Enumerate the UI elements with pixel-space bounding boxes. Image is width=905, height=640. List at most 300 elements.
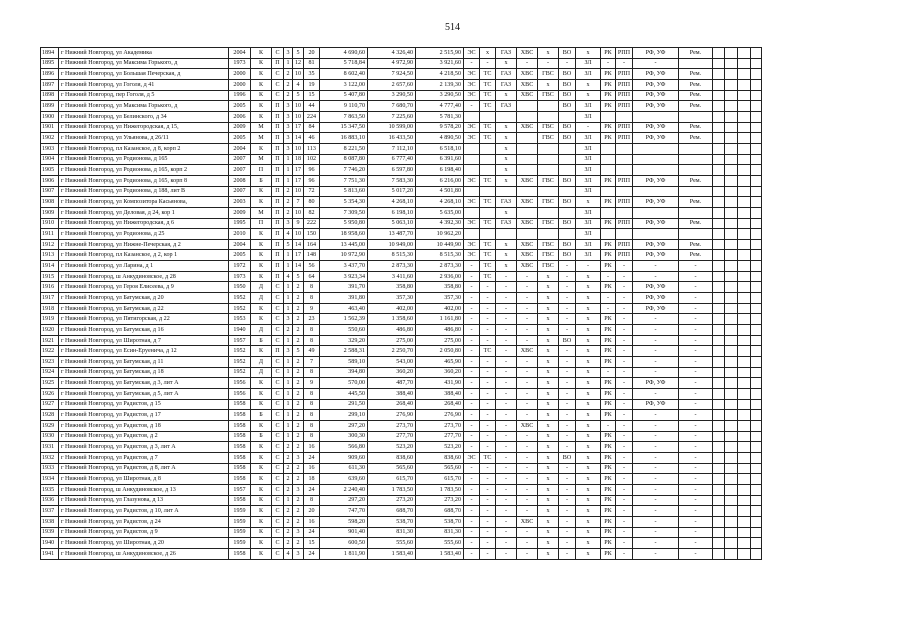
table-cell: - — [616, 335, 633, 346]
table-cell: 1931 — [41, 442, 59, 453]
table-cell: г Нижний Новгород, ул Гоголя, д 41 — [59, 79, 229, 90]
table-cell — [738, 229, 751, 240]
table-cell: - — [559, 463, 576, 474]
table-row — [41, 229, 762, 240]
table-cell: - — [464, 335, 480, 346]
table-cell: 1923 — [41, 357, 59, 368]
table-cell: 3 — [284, 122, 293, 133]
table-cell: 1956 — [229, 378, 251, 389]
table-cell: - — [633, 442, 679, 453]
table-cell: г Нижний Новгород, ул Есин-Еруенича, д 12 — [59, 346, 229, 357]
table-cell — [713, 218, 725, 229]
table-cell: 831,30 — [416, 527, 464, 538]
table-cell: П — [272, 207, 284, 218]
table-cell: 445,50 — [320, 389, 368, 400]
table-cell: П — [272, 186, 284, 197]
table-cell: x — [538, 293, 559, 304]
table-cell — [738, 250, 751, 261]
table-cell: 2 240,40 — [320, 484, 368, 495]
table-cell: 1936 — [41, 495, 59, 506]
table-cell: - — [679, 399, 713, 410]
table-cell: г Нижний Новгород, ул Батумская, д 18 — [59, 367, 229, 378]
table-cell: 18 — [293, 154, 304, 165]
table-row — [41, 271, 762, 282]
table-cell: - — [496, 527, 517, 538]
table-cell: 81 — [304, 58, 320, 69]
table-cell: 3 921,60 — [416, 58, 464, 69]
table-cell: 4 — [284, 229, 293, 240]
table-cell: - — [480, 293, 496, 304]
table-cell: ТС — [480, 175, 496, 186]
table-cell: 329,20 — [320, 335, 368, 346]
table-cell: x — [576, 271, 601, 282]
table-row — [41, 250, 762, 261]
table-cell — [751, 293, 762, 304]
table-cell: x — [576, 548, 601, 559]
table-cell: - — [464, 346, 480, 357]
table-cell — [725, 325, 738, 336]
table-cell: РФ, УФ — [633, 293, 679, 304]
table-cell: - — [559, 442, 576, 453]
table-cell: x — [538, 452, 559, 463]
table-cell: - — [559, 293, 576, 304]
table-row — [41, 261, 762, 272]
table-cell — [480, 229, 496, 240]
table-cell: К — [251, 506, 272, 517]
table-cell: 589,10 — [320, 357, 368, 368]
table-cell: 1917 — [41, 293, 59, 304]
table-cell: - — [464, 101, 480, 112]
table-cell: г Нижний Новгород, ул Батумская, д 5, лит А — [59, 389, 229, 400]
table-cell: 6 198,40 — [416, 165, 464, 176]
table-cell: П — [272, 197, 284, 208]
table-cell: 2009 — [229, 207, 251, 218]
table-cell — [738, 325, 751, 336]
table-cell: РФ, УФ — [633, 175, 679, 186]
table-cell: 35 — [304, 69, 320, 80]
table-cell: ЗЛ — [576, 186, 601, 197]
table-cell: 838,60 — [368, 452, 416, 463]
housing-registry-table — [40, 47, 762, 560]
table-cell: - — [616, 357, 633, 368]
table-cell: 2 — [284, 538, 293, 549]
table-cell: 2 — [284, 186, 293, 197]
table-cell: ТС — [480, 250, 496, 261]
table-cell: 600,50 — [320, 538, 368, 549]
table-cell: - — [633, 431, 679, 442]
table-cell: ГВС — [538, 90, 559, 101]
table-cell: Д — [251, 293, 272, 304]
table-cell — [738, 463, 751, 474]
table-cell: ЭС — [464, 48, 480, 59]
table-cell: - — [616, 58, 633, 69]
table-cell: 1 — [284, 399, 293, 410]
table-cell: x — [576, 442, 601, 453]
table-cell: 2 — [284, 325, 293, 336]
table-cell: 2 — [284, 527, 293, 538]
table-cell: ХВС — [517, 420, 538, 431]
table-cell: РК — [601, 282, 616, 293]
table-cell — [713, 367, 725, 378]
table-cell: РФ, УФ — [633, 69, 679, 80]
table-cell: ВО — [559, 79, 576, 90]
table-cell — [738, 58, 751, 69]
table-cell — [738, 261, 751, 272]
table-cell: x — [576, 389, 601, 400]
table-cell: 273,20 — [368, 495, 416, 506]
table-cell: ГАЗ — [496, 197, 517, 208]
table-cell: 1 562,39 — [320, 314, 368, 325]
table-cell: - — [559, 538, 576, 549]
table-row — [41, 186, 762, 197]
table-cell: 268,40 — [416, 399, 464, 410]
table-cell: К — [251, 69, 272, 80]
table-cell: - — [616, 378, 633, 389]
table-cell: ХВС — [517, 175, 538, 186]
table-cell: 1916 — [41, 282, 59, 293]
table-cell — [713, 143, 725, 154]
table-row — [41, 474, 762, 485]
table-cell — [725, 186, 738, 197]
table-cell: Рем. — [679, 101, 713, 112]
table-cell: - — [633, 335, 679, 346]
table-cell: 2 — [284, 207, 293, 218]
table-cell: - — [480, 410, 496, 421]
table-cell — [725, 58, 738, 69]
table-cell: 8 — [304, 367, 320, 378]
table-cell: - — [480, 325, 496, 336]
table-cell: - — [496, 271, 517, 282]
table-cell — [738, 527, 751, 538]
table-cell: x — [496, 261, 517, 272]
table-cell: x — [576, 314, 601, 325]
table-cell — [713, 229, 725, 240]
table-cell: x — [538, 431, 559, 442]
table-cell: - — [679, 303, 713, 314]
table-cell: 7 309,50 — [320, 207, 368, 218]
table-cell: - — [517, 410, 538, 421]
table-cell — [679, 111, 713, 122]
table-cell: ВО — [559, 452, 576, 463]
table-cell: - — [633, 410, 679, 421]
table-cell: 357,30 — [368, 293, 416, 304]
table-cell: 2 — [284, 474, 293, 485]
table-cell: г Нижний Новгород, ул Батумская, д 22 — [59, 303, 229, 314]
table-cell: - — [480, 314, 496, 325]
table-cell: 1922 — [41, 346, 59, 357]
table-cell: ЭС — [464, 90, 480, 101]
table-cell: 3 — [293, 452, 304, 463]
table-cell — [738, 101, 751, 112]
table-cell: ХВС — [517, 122, 538, 133]
table-cell: ГВС — [538, 133, 559, 144]
table-cell: ТС — [480, 452, 496, 463]
table-cell: ХВС — [517, 250, 538, 261]
table-cell: П — [272, 111, 284, 122]
table-cell: - — [480, 357, 496, 368]
table-cell: РК — [601, 516, 616, 527]
table-cell — [751, 186, 762, 197]
table-cell: РФ, УФ — [633, 282, 679, 293]
table-cell: - — [616, 293, 633, 304]
table-cell: 1973 — [229, 271, 251, 282]
table-cell: г Нижний Новгород, ул Родионова, д 165, корп 2 — [59, 165, 229, 176]
table-cell: 2 — [293, 367, 304, 378]
table-cell: РК — [601, 548, 616, 559]
table-cell: 615,70 — [416, 474, 464, 485]
table-cell: 8 221,50 — [320, 143, 368, 154]
table-cell — [725, 410, 738, 421]
table-cell: РПП — [616, 90, 633, 101]
table-cell: - — [601, 293, 616, 304]
table-cell: Б — [251, 175, 272, 186]
table-cell: ЭС — [464, 69, 480, 80]
table-cell: - — [633, 495, 679, 506]
table-cell: x — [576, 516, 601, 527]
table-cell: 2 — [293, 420, 304, 431]
table-cell — [725, 218, 738, 229]
table-cell: 6 216,00 — [416, 175, 464, 186]
table-cell: 276,90 — [368, 410, 416, 421]
table-cell: - — [616, 516, 633, 527]
table-cell: РФ, УФ — [633, 197, 679, 208]
table-cell: 463,40 — [320, 303, 368, 314]
table-cell: x — [538, 314, 559, 325]
table-cell — [738, 484, 751, 495]
table-cell: С — [272, 389, 284, 400]
table-cell — [751, 133, 762, 144]
table-cell: - — [464, 538, 480, 549]
table-cell — [738, 410, 751, 421]
table-cell: С — [272, 442, 284, 453]
table-cell: 1 — [284, 165, 293, 176]
table-cell: x — [538, 271, 559, 282]
table-cell: К — [251, 143, 272, 154]
table-cell: 9 — [293, 218, 304, 229]
table-cell: РК — [601, 495, 616, 506]
table-cell: x — [538, 335, 559, 346]
table-cell — [713, 154, 725, 165]
table-cell: ГВС — [538, 175, 559, 186]
table-cell — [517, 229, 538, 240]
table-cell: 2 — [293, 516, 304, 527]
table-cell — [713, 48, 725, 59]
table-cell: г Нижний Новгород, ул Максима Горького, д — [59, 101, 229, 112]
table-cell: 4 — [284, 548, 293, 559]
table-cell: 273,70 — [368, 420, 416, 431]
table-cell: - — [679, 431, 713, 442]
table-cell: П — [272, 229, 284, 240]
table-cell: 2 — [284, 484, 293, 495]
table-cell: 1 783,50 — [368, 484, 416, 495]
table-cell: - — [464, 261, 480, 272]
table-cell — [751, 516, 762, 527]
table-cell: - — [633, 271, 679, 282]
table-cell: - — [517, 367, 538, 378]
table-cell: - — [616, 420, 633, 431]
table-cell: - — [464, 506, 480, 517]
table-cell: г Нижний Новгород, ул Глазунова, д 13 — [59, 495, 229, 506]
table-cell: - — [517, 452, 538, 463]
table-cell: РК — [601, 410, 616, 421]
table-cell: РПП — [616, 48, 633, 59]
table-cell: 4 501,80 — [416, 186, 464, 197]
table-cell: 838,60 — [416, 452, 464, 463]
table-cell — [751, 314, 762, 325]
table-cell — [751, 111, 762, 122]
table-cell: 555,60 — [416, 538, 464, 549]
table-cell: x — [538, 420, 559, 431]
table-cell — [633, 111, 679, 122]
table-cell: 538,70 — [416, 516, 464, 527]
table-cell: 1995 — [229, 218, 251, 229]
table-cell: К — [251, 474, 272, 485]
table-cell: К — [251, 303, 272, 314]
table-cell: г Нижний Новгород, ул Радистов, д 17 — [59, 410, 229, 421]
table-cell: - — [679, 442, 713, 453]
table-cell: Рем. — [679, 48, 713, 59]
table-cell: ХВС — [517, 48, 538, 59]
table-cell: x — [576, 367, 601, 378]
table-cell — [738, 346, 751, 357]
table-cell: С — [272, 282, 284, 293]
table-cell: ТС — [480, 79, 496, 90]
table-cell — [725, 250, 738, 261]
table-cell: - — [616, 346, 633, 357]
table-cell — [751, 538, 762, 549]
table-cell — [713, 410, 725, 421]
table-cell: К — [251, 527, 272, 538]
table-row — [41, 303, 762, 314]
table-cell — [751, 495, 762, 506]
table-cell: - — [601, 420, 616, 431]
table-cell — [751, 143, 762, 154]
table-cell: РК — [601, 218, 616, 229]
table-cell: - — [496, 389, 517, 400]
table-cell: г Нижний Новгород, ул Родионова, д 25 — [59, 229, 229, 240]
table-cell: - — [679, 463, 713, 474]
table-cell: - — [480, 506, 496, 517]
table-cell — [725, 229, 738, 240]
table-cell — [517, 133, 538, 144]
table-cell: - — [559, 399, 576, 410]
table-cell: - — [633, 314, 679, 325]
table-cell: - — [616, 431, 633, 442]
table-cell: 2 — [293, 506, 304, 517]
table-cell: г Нижний Новгород, ул Нижне-Печерская, д 2 — [59, 239, 229, 250]
table-cell: 150 — [304, 229, 320, 240]
table-cell: 10 449,90 — [416, 239, 464, 250]
table-cell: 538,70 — [368, 516, 416, 527]
table-cell: 688,70 — [368, 506, 416, 517]
table-cell: 224 — [304, 111, 320, 122]
table-cell: 1898 — [41, 90, 59, 101]
table-cell: С — [272, 474, 284, 485]
table-cell: 2 050,80 — [416, 346, 464, 357]
table-cell: - — [679, 420, 713, 431]
table-cell: 2 — [293, 389, 304, 400]
table-cell — [738, 506, 751, 517]
table-cell — [517, 111, 538, 122]
table-cell — [713, 207, 725, 218]
table-cell — [751, 442, 762, 453]
table-cell: К — [251, 79, 272, 90]
table-cell: x — [576, 282, 601, 293]
table-cell: - — [517, 538, 538, 549]
table-cell — [538, 207, 559, 218]
table-cell: 1918 — [41, 303, 59, 314]
table-cell: г Нижний Новгород, ул Нижегородская, д 15, — [59, 122, 229, 133]
table-cell: ЭС — [464, 133, 480, 144]
table-cell: 13 445,00 — [320, 239, 368, 250]
table-cell — [751, 48, 762, 59]
table-cell: 10 — [293, 207, 304, 218]
table-cell: 1921 — [41, 335, 59, 346]
table-cell: П — [251, 165, 272, 176]
table-cell: К — [251, 516, 272, 527]
table-cell: - — [538, 58, 559, 69]
table-cell: - — [464, 399, 480, 410]
table-cell: - — [496, 463, 517, 474]
table-cell: 1941 — [41, 548, 59, 559]
table-cell: 1958 — [229, 463, 251, 474]
table-cell — [713, 335, 725, 346]
table-cell — [725, 122, 738, 133]
table-cell: - — [517, 335, 538, 346]
table-cell: - — [480, 58, 496, 69]
table-cell — [713, 506, 725, 517]
table-cell: - — [559, 410, 576, 421]
table-cell: x — [538, 378, 559, 389]
table-cell: 4 326,40 — [368, 48, 416, 59]
table-cell: 523,20 — [368, 442, 416, 453]
table-cell: - — [559, 58, 576, 69]
table-cell — [559, 143, 576, 154]
table-cell — [738, 389, 751, 400]
table-cell — [464, 154, 480, 165]
table-cell: x — [538, 357, 559, 368]
table-cell: ГАЗ — [496, 218, 517, 229]
table-cell: - — [496, 516, 517, 527]
table-cell — [713, 399, 725, 410]
table-cell: - — [679, 474, 713, 485]
table-cell: 2 — [293, 293, 304, 304]
table-cell: С — [272, 303, 284, 314]
table-cell: Рем. — [679, 79, 713, 90]
table-cell: 1952 — [229, 303, 251, 314]
table-cell — [713, 442, 725, 453]
table-cell: - — [576, 261, 601, 272]
table-cell — [713, 282, 725, 293]
table-cell: ЗЛ — [576, 111, 601, 122]
table-cell: 1 — [284, 261, 293, 272]
table-cell: 1932 — [41, 452, 59, 463]
table-cell: Рем. — [679, 69, 713, 80]
table-cell: - — [517, 58, 538, 69]
table-cell: 8 515,30 — [368, 250, 416, 261]
table-cell: - — [464, 484, 480, 495]
table-cell: 2 — [293, 303, 304, 314]
table-cell: 14 — [293, 239, 304, 250]
table-cell: - — [559, 474, 576, 485]
table-cell: Б — [251, 410, 272, 421]
table-cell — [713, 357, 725, 368]
table-cell: - — [616, 314, 633, 325]
table-cell: 4 890,50 — [416, 133, 464, 144]
table-cell: - — [517, 548, 538, 559]
table-cell: - — [633, 538, 679, 549]
table-row — [41, 452, 762, 463]
